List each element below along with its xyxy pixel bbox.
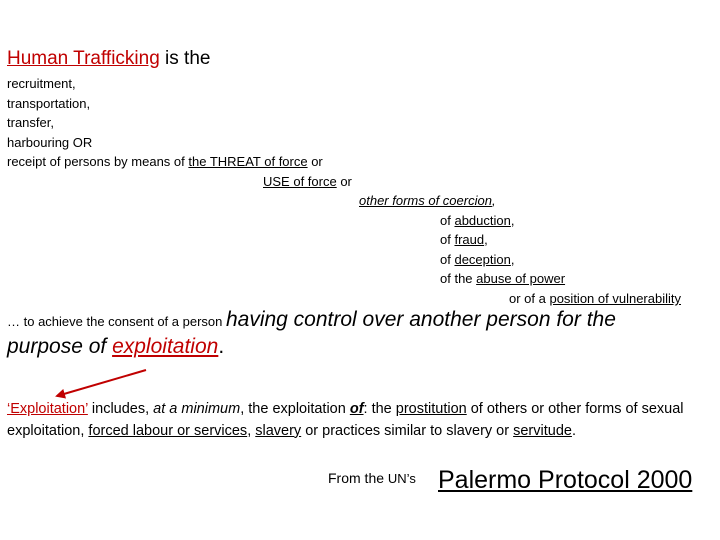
prostitution: prostitution — [395, 401, 467, 417]
comma: , — [240, 401, 249, 417]
comma: , — [510, 213, 515, 228]
or-text: or — [307, 154, 323, 169]
exploitation-paragraph — [7, 399, 711, 442]
of-prefix: of — [440, 252, 455, 267]
practices-text: or practices similar to slavery or — [301, 422, 514, 439]
use-of-force: USE of force — [263, 174, 337, 189]
comma: , — [491, 193, 496, 208]
the-exploitation: the exploitation — [248, 401, 350, 417]
for-the: for the — [550, 308, 616, 331]
act-item: transfer, — [7, 115, 54, 130]
forced-labour: forced labour or services — [88, 422, 248, 439]
coercion: other forms of coercion — [359, 193, 492, 208]
threat-of-force: the THREAT of force — [188, 154, 308, 169]
or-text: or — [336, 174, 352, 189]
others-text: of others or other forms of sexual exploitation, — [7, 401, 684, 439]
source-prefix: From the — [328, 470, 388, 486]
consent-prefix: … to achieve the consent of a person — [7, 314, 226, 329]
comma: , — [510, 252, 515, 267]
deception: deception — [454, 252, 511, 267]
control-phrase: having control over another person — [225, 308, 551, 331]
or-prefix: or of a — [509, 291, 550, 306]
at-a-minimum: at a minimum — [153, 401, 241, 417]
human-trafficking-term: Human Trafficking — [7, 48, 160, 69]
un-text: UN’s — [387, 471, 416, 486]
act-item: transportation, — [7, 96, 91, 111]
comma: , — [247, 422, 256, 439]
receipt-prefix: receipt of persons by means of — [7, 154, 189, 169]
palermo-protocol-link[interactable] — [438, 466, 692, 495]
exploitation-term: exploitation — [112, 335, 219, 358]
arrow-line — [57, 370, 146, 396]
source-line — [328, 470, 416, 488]
includes-text: includes, — [87, 401, 154, 417]
fraud: fraud — [454, 232, 485, 247]
colon-text: : the — [363, 401, 396, 417]
purpose-of: purpose of — [7, 335, 113, 358]
palermo-protocol[interactable]: Palermo Protocol 2000 — [438, 466, 693, 494]
act-item: recruitment, — [7, 76, 76, 91]
abduction: abduction — [454, 213, 511, 228]
period: . — [571, 422, 576, 439]
comma: , — [484, 232, 488, 247]
of-prefix: of — [440, 232, 455, 247]
position-of-vulnerability: position of vulnerability — [549, 291, 681, 306]
of-prefix: of the — [440, 271, 477, 286]
slavery: slavery — [255, 422, 302, 439]
of-emphasis: of — [349, 401, 364, 417]
exploitation-quoted-term: ‘Exploitation’ — [7, 401, 88, 417]
act-item: harbouring OR — [7, 135, 93, 150]
heading-intro: is the — [159, 48, 211, 69]
period: . — [218, 335, 225, 358]
of-prefix: of — [440, 213, 455, 228]
servitude: servitude — [513, 422, 572, 439]
abuse-of-power: abuse of power — [476, 271, 566, 286]
